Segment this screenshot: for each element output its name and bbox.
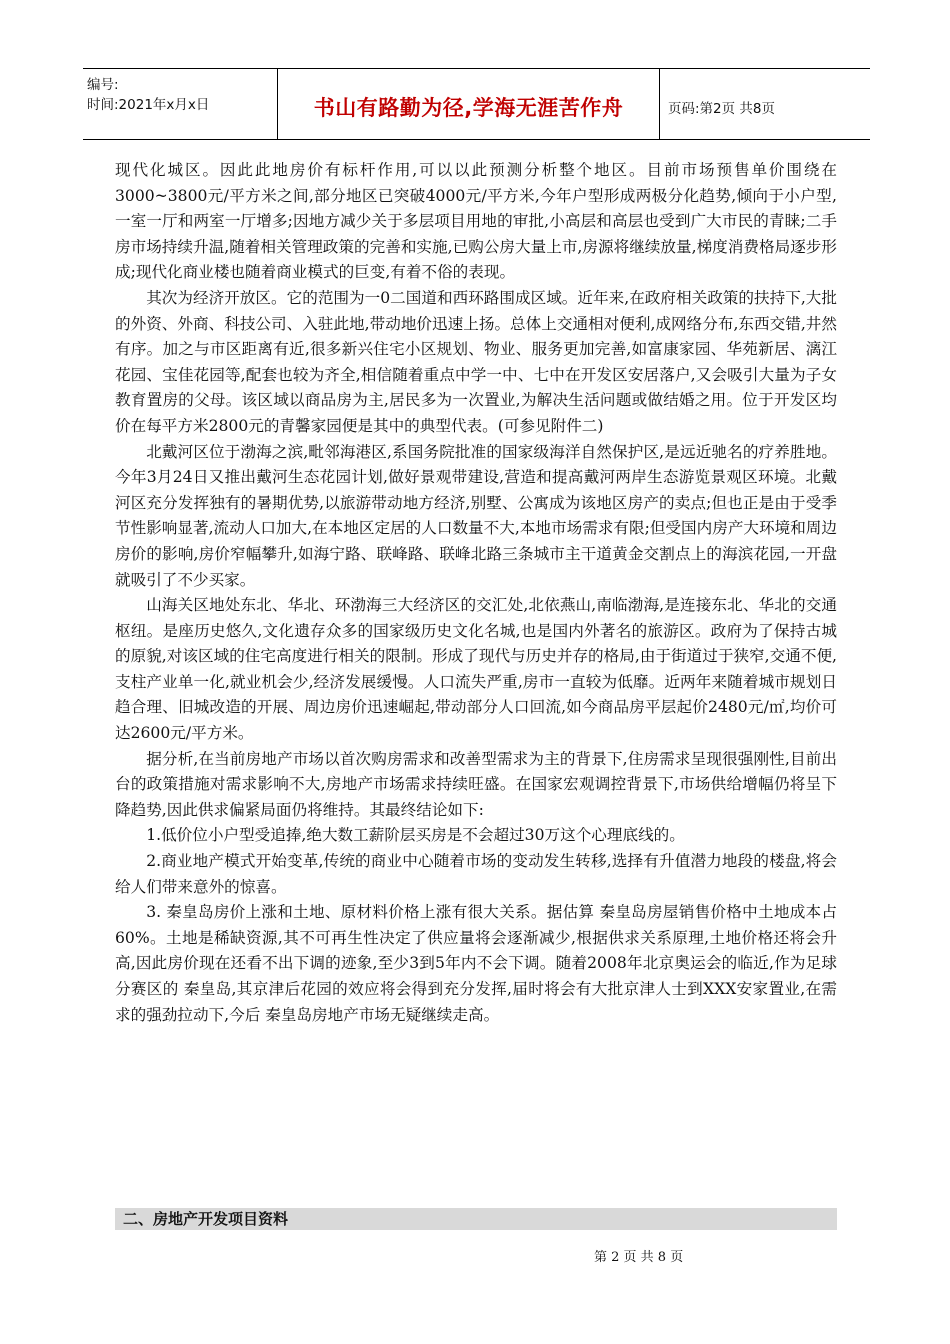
paragraph-analysis: 据分析,在当前房地产市场以首次购房需求和改善型需求为主的背景下,住房需求呈现很强刚性,目前出台的政策措施对需求影响不大,房地产市场需求持续旺盛。在国家宏观调控背景下,市场供给增幅仍将呈下降趋势,因此供求偏紧局面仍将维持。其最终结论如下: xyxy=(115,749,837,819)
conclusion-item-1: 1.低价位小户型受追捧,绝大数工薪阶层买房是不会超过30万这个心理底线的。 xyxy=(146,826,685,845)
conclusion-item-2: 2.商业地产模式开始变革,传统的商业中心随着市场的变动发生转移,选择有升值潜力地段的楼盘,将会给人们带来意外的惊喜。 xyxy=(115,852,837,896)
paragraph-continued: 现代化城区。因此此地房价有标杆作用,可以以此预测分析整个地区。目前市场预售单价围绕在3000~3800元/平方米之间,部分地区已突破4000元/平方米,今年户型形成两极分化趋势,倾向于小户型,一室一厅和两室一厅增多;因地方减少关于多层项目用地的审批,小高层和高层也受到广大市民的青睐;二手房市场持续升温,随着相关管理政策的完善和实施,已购公房大量上市,房源将继续放量,梯度消费格局逐步形成;现代化商业楼也随着商业模式的巨变,有着不俗的表现。 xyxy=(115,161,837,282)
paragraph-shanhaiguan: 山海关区地处东北、华北、环渤海三大经济区的交汇处,北依燕山,南临渤海,是连接东北、华北的交通枢纽。是座历史悠久,文化遗存众多的国家级历史文化名城,也是国内外著名的旅游区。政府为了保持古城的原貌,对该区域的住宅高度进行相关的限制。形成了现代与历史并存的格局,由于街道过于狭窄,交通不便,支柱产业单一化,就业机会少,经济发展缓慢。人口流失严重,房市一直较为低靡。近两年来随着城市规划日趋合理、旧城改造的开展、周边房价迅速崛起,带动部分人口回流,如今商品房平层起价2480元/㎡,均价可达2600元/平方米。 xyxy=(115,596,837,743)
header-meta xyxy=(83,69,278,139)
document-body xyxy=(115,158,837,1028)
document-time: 时间:2021年x月x日 xyxy=(87,97,210,113)
header-motto: 书山有路勤为径,学海无涯苦作舟 xyxy=(278,69,660,139)
paragraph-development-zone: 其次为经济开放区。它的范围为一0二国道和西环路围成区域。近年来,在政府相关政策的扶持下,大批的外资、外商、科技公司、入驻此地,带动地价迅速上扬。总体上交通相对便利,成网络分布,东西交错,井然有序。加之与市区距离有近,很多新兴住宅小区规划、物业、服务更加完善,如富康家园、华苑新居、漓江花园、宝佳花园等,配套也较为齐全,相信随着重点中学一中、七中在开发区安居落户,又会吸引大量为子女教育置房的父母。该区域以商品房为主,居民多为一次置业,为解决生活问题或做结婚之用。位于开发区均价在每平方米2800元的青馨家园便是其中的典型代表。(可参见附件二) xyxy=(115,288,837,435)
conclusion-item-3: 3. 秦皇岛房价上涨和土地、原材料价格上涨有很大关系。据估算 秦皇岛房屋销售价格中土地成本占60%。土地是稀缺资源,其不可再生性决定了供应量将会逐渐减少,根据供求关系原理,土地价格还将会升高,因此房价现在还看不出下调的迹象,至少3到5年内不会下调。随着2008年北京奥运会的临近,作为足球分赛区的 秦皇岛,其京津后花园的效应将会得到充分发挥,届时将会有大批京津人士到XXX安家置业,在需求的强劲拉动下,今后 秦皇岛房地产市场无疑继续走高。 xyxy=(115,903,837,1024)
document-number: 编号: xyxy=(87,77,119,93)
header-page-number: 页码:第2页 共8页 xyxy=(668,101,776,117)
page-header xyxy=(83,68,870,140)
paragraph-beidaihe: 北戴河区位于渤海之滨,毗邻海港区,系国务院批准的国家级海洋自然保护区,是远近驰名的疗养胜地。今年3月24日又推出戴河生态花园计划,做好景观带建设,营造和提高戴河两岸生态游览景观区环境。北戴河区充分发挥独有的暑期优势,以旅游带动地方经济,别墅、公寓成为该地区房产的卖点;但也正是由于受季节性影响显著,流动人口加大,在本地区定居的人口数量不大,本地市场需求有限;但受国内房产大环境和周边房价的影响,房价窄幅攀升,如海宁路、联峰路、联峰北路三条城市主干道黄金交割点上的海滨花园,一开盘就吸引了不少买家。 xyxy=(115,442,837,589)
section-heading: 二、房地产开发项目资料 xyxy=(115,1208,837,1230)
page-footer: 第 2 页 共 8 页 xyxy=(594,1250,684,1265)
